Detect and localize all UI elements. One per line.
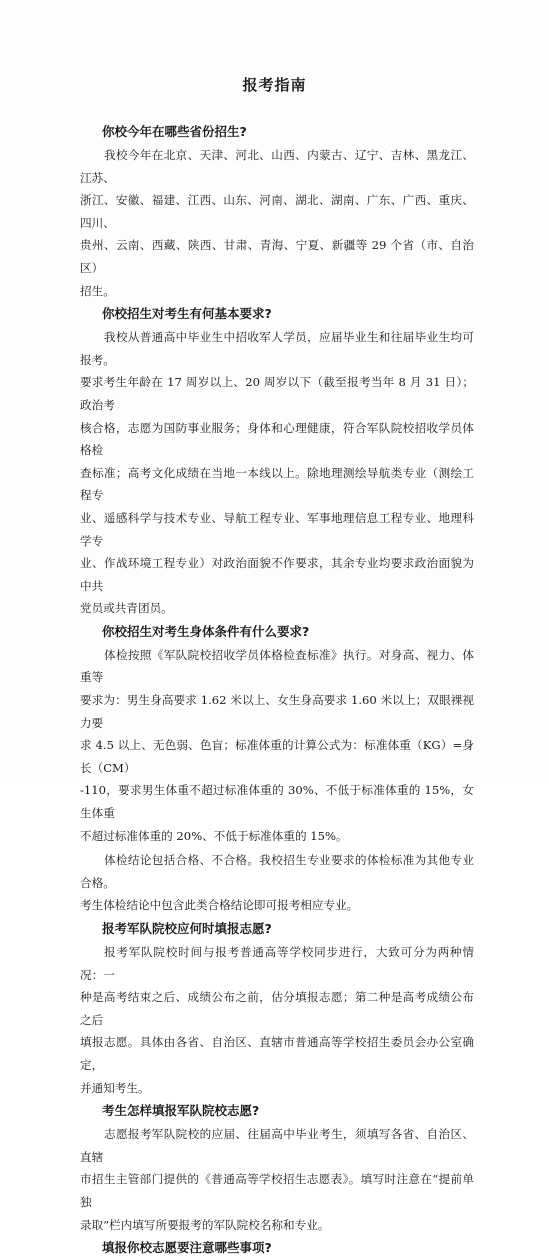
section-paragraph: 体检结论包括合格、不合格。我校招生专业要求的体检标准为其他专业合格。 考生体检结论中包含此类合格结论即可报考相应专业。 [80,853,474,913]
section-paragraph: 我校从普通高中毕业生中招收军人学员，应届毕业生和往届毕业生均可报考。 要求考生年龄在 17 周岁以上、20 周岁以下（截至报考当年 8 月 31 日）；政治考 核合格，志愿为国防事业服务；身体和心理健康，符合军队院校招收学员体格检 查标准；高考文化成绩在当地一本线以上。除地理测绘导航类专业（测绘工程专 业、遥感科学与技术专业、导航工程专业、军事地理信息工程专业、地理科学专 业、作战环境工程专业）对政治面貌不作要求，其余专业均要求政治面貌为中共 党员或共青团员。 [80,330,474,616]
section-paragraph: 志愿报考军队院校的应届、往届高中毕业考生，须填写各省、自治区、直辖 市招生主管部门提供的《普通高等学校招生志愿表》。填写时注意在“提前单独 录取”栏内填写所要报考的军队院校名称和专业。 [80,1127,474,1232]
section-paragraph: 报考军队院校时间与报考普通高等学校同步进行，大致可分为两种情况：一 种是高考结束之后、成绩公布之前，估分填报志愿；第二种是高考成绩公布之后 填报志愿。具体由各省、自治区、直辖市普通高等学校招生委员会办公室确定， 并通知考生。 [80,945,474,1095]
page-title: 报考指南 [242,76,307,94]
section-paragraph: 我校今年在北京、天津、河北、山西、内蒙古、辽宁、吉林、黑龙江、江苏、 浙江、安徽、福建、江西、山东、河南、湖北、湖南、广东、广西、重庆、四川、 贵州、云南、西藏、陕西、甘肃、青海、宁夏、新疆等 29 个省（市、自治区） 招生。 [80,148,474,298]
section-question: 考生怎样填报军队院校志愿? [102,1103,260,1119]
section-question: 填报你校志愿要注意哪些事项? [102,1240,272,1256]
section-question: 你校招生对考生身体条件有什么要求? [102,623,310,639]
section-question: 你校招生对考生有何基本要求? [102,306,272,322]
section-question: 报考军队院校应何时填报志愿? [102,921,272,936]
section-question: 你校今年在哪些省份招生? [102,124,247,139]
section-paragraph: 体检按照《军队院校招收学员体格检查标准》执行。对身高、视力、体重等 要求为：男生身高要求 1.62 米以上、女生身高要求 1.60 米以上；双眼裸视力要 求 4.5 以上、无色弱、色盲；标准体重的计算公式为：标准体重（KG）=身长（CM） -110，要求男生体重不超过标准体重的 30%、不低于标准体重的 15%，女生体重 不超过标准体重的 20%、不低于标准体重的 15%。 [80,647,474,843]
document-body [80,122,474,1260]
